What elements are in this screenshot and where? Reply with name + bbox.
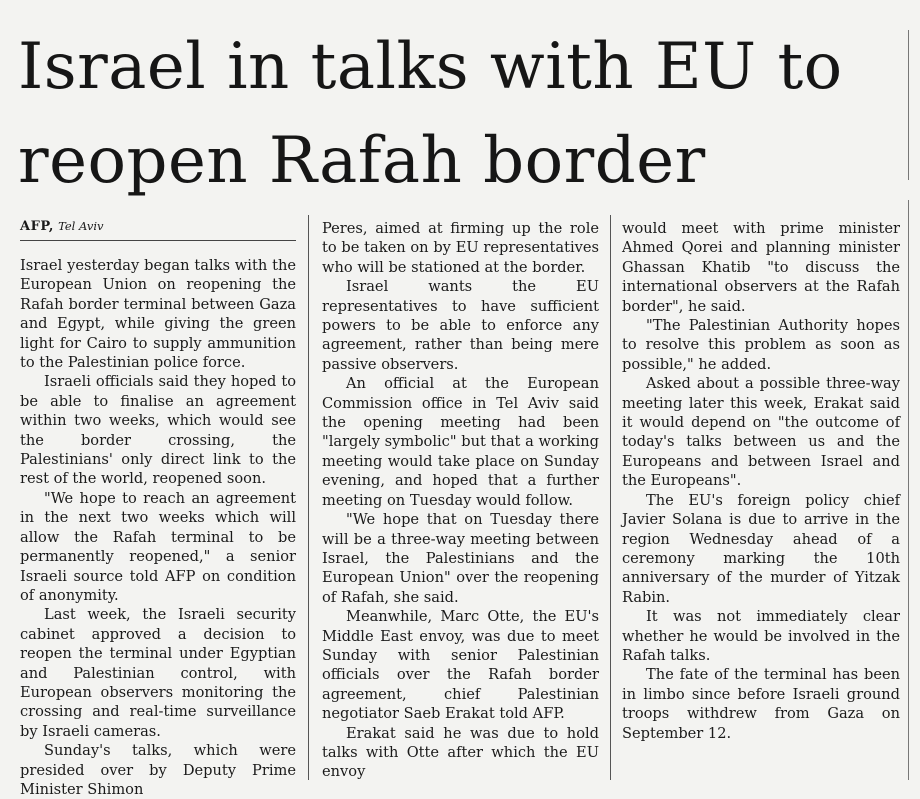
paragraph: "We hope to reach an agreement in the next two weeks which will allow the Rafah terminal to be permanently reopened," a senior Israeli source told AFP on condition of anonymity. [20,489,296,604]
byline-divider [20,240,296,241]
paragraph: Erakat said he was due to hold talks with Otte after which the EU envoy [322,724,599,781]
paragraph: It was not immediately clear whether he would be involved in the Rafah talks. [622,608,900,664]
article-column-3 [622,219,900,743]
paragraph: Meanwhile, Marc Otte, the EU's Middle East envoy, was due to meet Sunday with senior Palestinian officials over the Rafah border agreement, chief Palestinian negotiator Saeb Erakat told AFP. [322,608,599,723]
paragraph: An official at the European Commission office in Tel Aviv said the opening meeting had been "largely symbolic" but that a working meeting would take place on Sunday evening, and hoped that a further meeting on Tuesday would follow. [322,375,599,509]
article-headline: Israel in talks with EU to reopen Rafah border [18,30,843,198]
paragraph: would meet with prime minister Ahmed Qorei and planning minister Ghassan Khatib "to discuss the international observers at the Rafah border", he said. [622,220,900,315]
paragraph: The fate of the terminal has been in limbo since before Israeli ground troops withdrew from Gaza on September 12. [622,666,900,742]
paragraph: Israel wants the EU representatives to have sufficient powers to be able to enforce any agreement, rather than being mere passive observers. [322,278,599,373]
paragraph: Israel yesterday began talks with the European Union on reopening the Rafah border terminal between Gaza and Egypt, while giving the green light for Cairo to supply ammunition to the Palestinian police force. [20,257,296,372]
article-column-2 [322,219,599,782]
paragraph: The EU's foreign policy chief Javier Solana is due to arrive in the region Wednesday ahead of a ceremony marking the 10th anniversary of the murder of Yitzak Rabin. [622,491,900,606]
paragraph: Sunday's talks, which were presided over by Deputy Prime Minister Shimon [20,742,296,798]
byline-city: Tel Aviv [58,219,104,233]
paragraph: Peres, aimed at firming up the role to be taken on by EU representatives who will be stationed at the border. [322,220,599,276]
page-edge-line [908,30,909,180]
column-divider [308,215,309,780]
byline [20,219,104,234]
article-column-1 [20,256,296,799]
paragraph: "We hope that on Tuesday there will be a three-way meeting between Israel, the Palestinians and the European Union" over the reopening of Rafah, she said. [322,511,599,606]
paragraph: Last week, the Israeli security cabinet approved a decision to reopen the terminal under Egyptian and Palestinian control, with European observers monitoring the crossing and real-time surveillance by Israeli cameras. [20,606,296,740]
paragraph: "The Palestinian Authority hopes to resolve this problem as soon as possible," he added. [622,317,900,373]
paragraph: Asked about a possible three-way meeting later this week, Erakat said it would depend on "the outcome of today's talks between us and the Europeans and between Israel and the Europeans". [622,375,900,490]
paragraph: Israeli officials said they hoped to be able to finalise an agreement within two weeks, which would see the border crossing, the Palestinians' only direct link to the rest of the world, reopened soon. [20,373,296,488]
byline-agency: AFP, [20,219,54,234]
column-divider [610,215,611,780]
page-edge-line [908,200,909,780]
